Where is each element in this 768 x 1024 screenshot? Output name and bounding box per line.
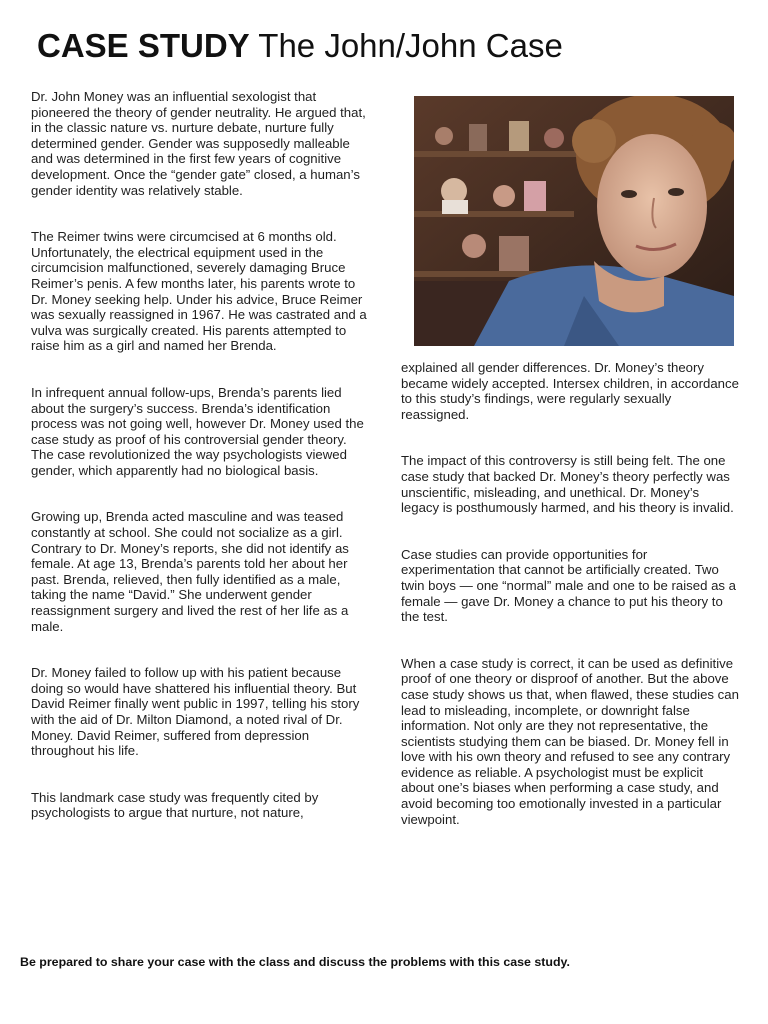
paragraph: The Reimer twins were circumcised at 6 months old. Unfortunately, the electrical equipment used in the circumcision malfunctioned, severely damaging Bruce Reimer’s penis. A few months later, his parents wrote to Dr. Money seeking help. Under his advice, Bruce Reimer was sexually reassigned in 1967. He was castrated and a vulva was surgically created. His parents attempted to raise him as a girl and named her Brenda. [31,229,367,354]
paragraph: This landmark case study was frequently cited by psychologists to argue that nurture, not nature, [31,789,319,821]
title-bold: CASE STUDY [37,27,250,64]
title-rest: The John/John Case [258,27,563,64]
left-column [31,89,369,821]
page-title [37,26,563,66]
paragraph: When a case study is correct, it can be used as definitive proof of one theory or disproof of another. But the above case study shows us that, when flawed, these studies can lead to misleading, incomplete, or downright false information. Not only are they not representative, the scientists studying them can be biased. Dr. Money fell in love with his own theory and refused to see any contrary evidence as reliable. A psychologist must be explicit about one’s biases when performing a case study, and avoid becoming too emotionally invested in a particular viewpoint. [401,655,739,827]
footer-instruction: Be prepared to share your case with the class and discuss the problems with this case study. [20,955,570,969]
paragraph: Growing up, Brenda acted masculine and was teased constantly at school. She could not socialize as a girl. Contrary to Dr. Money’s reports, she did not identify as female. At age 13, Brenda’s parents told her about her past. Brenda, relieved, then fully identified as a male, taking the name “David.” She underwent gender reassignment surgery and lived the rest of her life as a male. [31,509,349,634]
right-column [401,360,739,827]
paragraph: Case studies can provide opportunities for experimentation that cannot be artificially created. Two twin boys — one “normal” male and one to be raised as a female — gave Dr. Money a chance to put his theory to the test. [401,546,736,625]
portrait-illustration [414,96,734,346]
portrait-photo [414,96,734,346]
paragraph: Dr. John Money was an influential sexologist that pioneered the theory of gender neutrality. He argued that, in the classic nature vs. nurture debate, nurture fully determined gender. Gender was supposedly malleable and was determined in the first few years of cognitive development. Once the “gender gate” closed, a human’s gender identity was relatively stable. [31,89,366,198]
paragraph: Dr. Money failed to follow up with his patient because doing so would have shattered his influential theory. But David Reimer finally went public in 1997, telling his story with the aid of Dr. Milton Diamond, a noted rival of Dr. Money. David Reimer, suffered from depression throughout his life. [31,665,360,759]
paragraph: In infrequent annual follow-ups, Brenda’s parents lied about the surgery’s success. Brenda’s identification process was not going well, however Dr. Money used the case study as proof of his controversial gender theory. The case revolutionized the way psychologists viewed gender, which apparently had no biological basis. [31,384,364,478]
paragraph: The impact of this controversy is still being felt. The one case study that backed Dr. Money’s theory perfectly was unscientific, misleading, and unethical. Dr. Money’s legacy is posthumously harmed, and his theory is invalid. [401,453,734,516]
paragraph: explained all gender differences. Dr. Money’s theory became widely accepted. Intersex children, in accordance to this study’s findings, were regularly sexually reassigned. [401,360,739,422]
